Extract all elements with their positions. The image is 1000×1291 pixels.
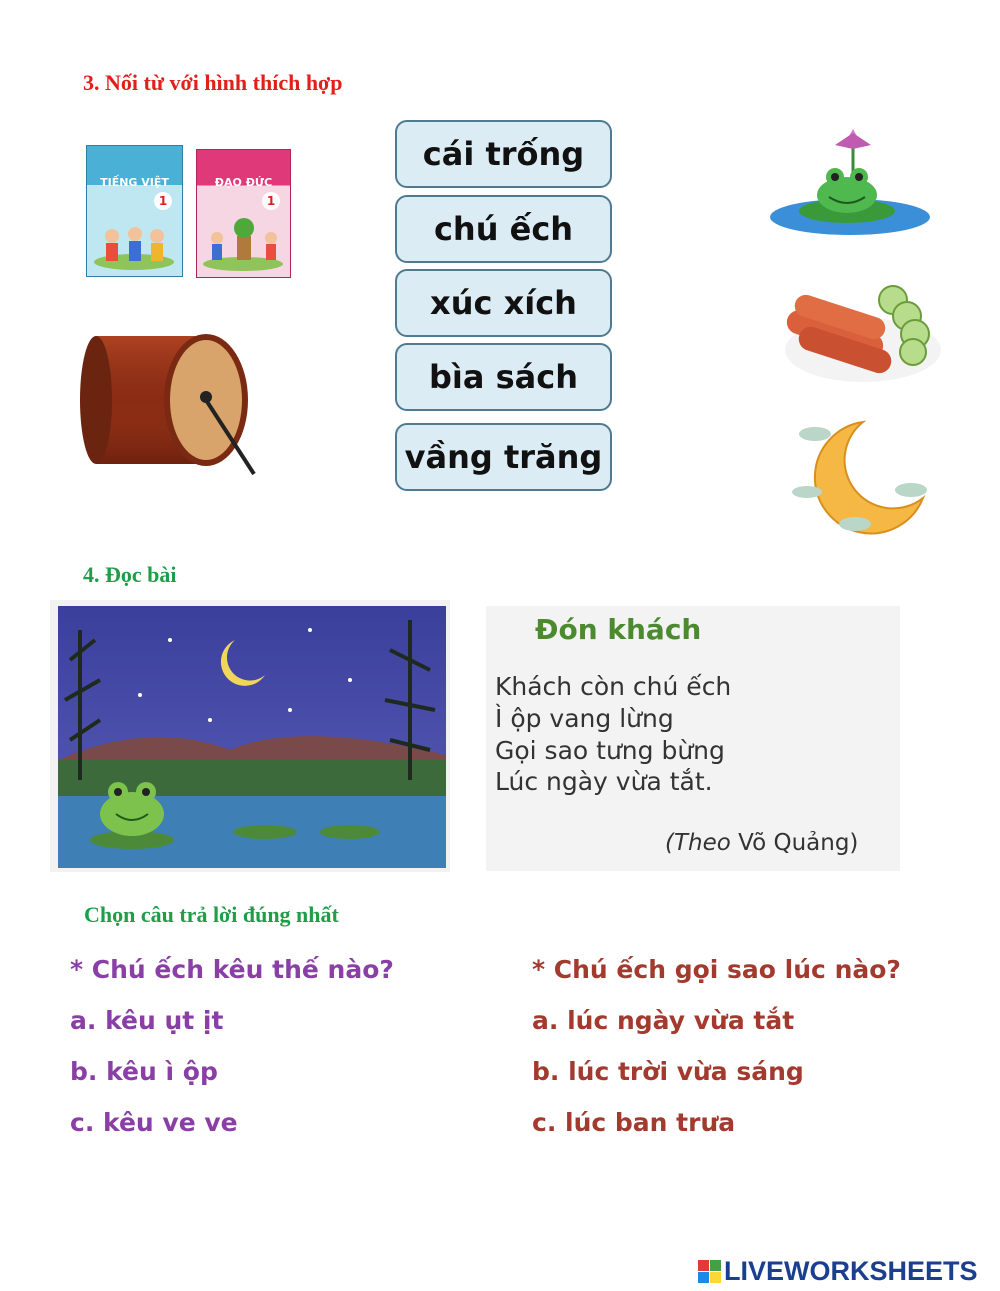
book-title: ĐẠO ĐỨC	[214, 176, 273, 189]
option-right-b[interactable]: b. lúc trời vừa sáng	[532, 1057, 804, 1086]
moon-image	[785, 412, 935, 552]
poem-source-author: Võ Quảng)	[738, 830, 859, 856]
option-left-a[interactable]: a. kêu ụt ịt	[70, 1006, 224, 1035]
poem-source	[665, 830, 858, 856]
book-title: TIẾNG VIỆT	[100, 176, 169, 189]
books-image	[86, 145, 291, 277]
logo-text: LIVEWORKSHEETS	[724, 1255, 978, 1286]
question-right: * Chú ếch gọi sao lúc nào?	[532, 955, 901, 984]
night-scene-image	[50, 600, 450, 872]
section4-heading: 4. Đọc bài	[83, 562, 177, 587]
word-box-cai-trong[interactable]: cái trống	[395, 120, 612, 188]
logo-mark-icon	[698, 1260, 721, 1283]
book-cover-tieng-viet	[86, 145, 183, 277]
liveworksheets-logo	[698, 1256, 978, 1286]
poem-title: Đón khách	[535, 613, 702, 646]
option-left-c[interactable]: c. kêu ve ve	[70, 1108, 238, 1137]
poem-source-prefix: (Theo	[665, 830, 731, 856]
plant-illustration-icon	[197, 214, 290, 274]
option-right-a[interactable]: a. lúc ngày vừa tắt	[532, 1006, 795, 1035]
book-cover-dao-duc	[196, 149, 291, 278]
word-box-bia-sach[interactable]: bìa sách	[395, 343, 612, 411]
children-illustration-icon	[87, 214, 182, 274]
drum-image	[74, 322, 259, 482]
poem-line-3: Gọi sao tưng bừng	[495, 736, 725, 765]
word-box-vang-trang[interactable]: vầng trăng	[395, 423, 612, 491]
word-box-xuc-xich[interactable]: xúc xích	[395, 269, 612, 337]
word-box-chu-ech[interactable]: chú ếch	[395, 195, 612, 263]
sausage-image	[775, 280, 945, 390]
option-right-c[interactable]: c. lúc ban trưa	[532, 1108, 736, 1137]
option-left-b[interactable]: b. kêu ì ộp	[70, 1057, 218, 1086]
book-number: 1	[154, 192, 172, 210]
frog-image	[765, 125, 940, 245]
poem-line-4: Lúc ngày vừa tắt.	[495, 767, 713, 796]
question-left: * Chú ếch kêu thế nào?	[70, 955, 394, 984]
section3-heading: 3. Nối từ với hình thích hợp	[83, 70, 343, 95]
poem-line-2: Ì ộp vang lừng	[495, 704, 674, 733]
book-number: 1	[262, 192, 280, 210]
poem-line-1: Khách còn chú ếch	[495, 672, 732, 701]
quiz-heading: Chọn câu trả lời đúng nhất	[84, 902, 339, 927]
